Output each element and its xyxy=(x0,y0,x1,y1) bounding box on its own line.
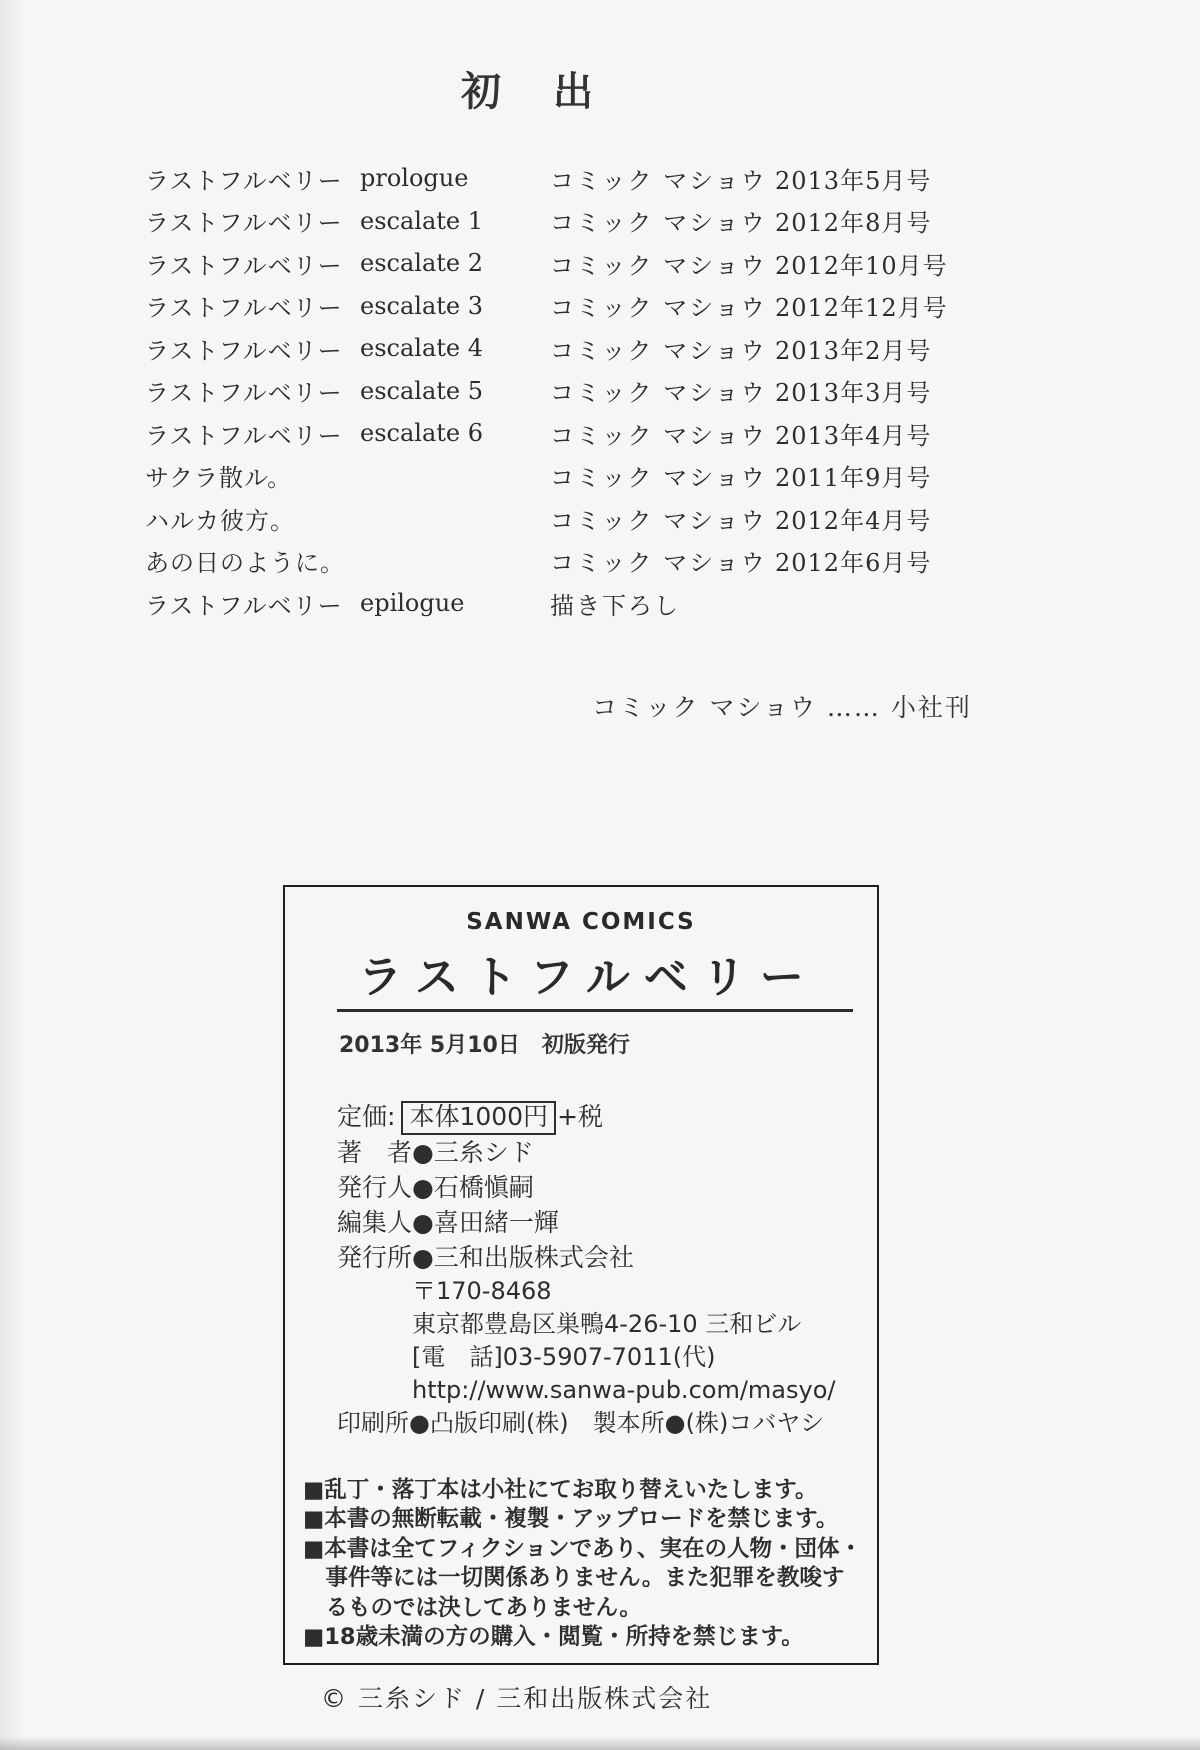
chapter-label: escalate 2 xyxy=(360,249,483,278)
publication-row xyxy=(145,200,1045,243)
scan-shadow-bottom xyxy=(0,1736,1200,1750)
phone-number: [電 話]03-5907-7011(代) xyxy=(412,1342,716,1371)
copyright-line: © 三糸シド / 三和出版株式会社 xyxy=(321,1683,713,1713)
publication-row xyxy=(145,582,1045,625)
work-title: ラストフルベリー xyxy=(145,294,343,323)
credit-row-publishing-house xyxy=(337,1240,877,1275)
issue-date: 2012年10月号 xyxy=(775,251,948,280)
title-divider xyxy=(337,1009,853,1012)
website-url: http://www.sanwa-pub.com/masyo/ xyxy=(412,1375,836,1404)
first-publication-list xyxy=(145,157,1045,625)
bullet-icon: ● xyxy=(412,1207,434,1237)
printing-credits: 印刷所●凸版印刷(株) 製本所●(株)コバヤシ xyxy=(337,1408,825,1437)
magazine-name: コミック マショウ xyxy=(550,506,767,535)
issue-date: 2013年2月号 xyxy=(775,336,932,365)
brand-label: SANWA COMICS xyxy=(466,909,696,935)
credit-role: 著 者 xyxy=(337,1137,413,1167)
price-tax-suffix: +税 xyxy=(557,1102,604,1131)
notice-no-reproduction: ■本書の無断転載・複製・アップロードを禁じます。 xyxy=(303,1506,839,1533)
magazine-name: コミック マショウ xyxy=(550,251,767,280)
issue-date: 2013年3月号 xyxy=(775,379,932,408)
work-title: サクラ散ル。 xyxy=(145,464,293,493)
publication-row xyxy=(145,285,1045,328)
chapter-label: escalate 4 xyxy=(360,334,483,363)
credit-row-editor xyxy=(337,1205,877,1240)
chapter-label: epilogue xyxy=(360,589,465,618)
price-label: 定価: xyxy=(337,1102,396,1131)
issue-date: 2013年4月号 xyxy=(775,421,932,450)
colophon-box xyxy=(283,885,879,1713)
publication-row xyxy=(145,157,1045,200)
chapter-label: prologue xyxy=(360,164,469,193)
chapter-label: escalate 1 xyxy=(360,206,483,235)
price-line xyxy=(337,1097,877,1135)
publication-row xyxy=(145,412,1045,455)
credit-row-publisher-person xyxy=(337,1170,877,1205)
bullet-icon: ● xyxy=(412,1242,434,1272)
credit-name: 三糸シド xyxy=(433,1137,534,1167)
credit-role: 編集人 xyxy=(337,1207,413,1237)
magazine-name: コミック マショウ xyxy=(550,166,767,195)
chapter-label: escalate 5 xyxy=(360,376,483,405)
work-title: ラストフルベリー xyxy=(145,379,343,408)
bullet-icon: ● xyxy=(412,1137,434,1167)
credit-name: 三和出版株式会社 xyxy=(433,1242,634,1272)
work-title: ラストフルベリー xyxy=(145,421,343,450)
publication-row xyxy=(145,455,1045,498)
edition-date: 2013年 5月10日 初版発行 xyxy=(339,1033,630,1058)
book-title: ラストフルベリー xyxy=(358,952,818,1003)
price-value: 本体1000円 xyxy=(401,1101,556,1135)
magazine-name: コミック マショウ xyxy=(550,209,767,238)
publisher-note: コミック マショウ …… 小社刊 xyxy=(592,693,972,722)
magazine-name: コミック マショウ xyxy=(550,549,767,578)
credit-name: 喜田緒一輝 xyxy=(433,1207,559,1237)
issue-date: 2011年9月号 xyxy=(775,464,932,493)
legal-notices xyxy=(303,1476,863,1653)
postal-code: 〒170-8468 xyxy=(412,1276,552,1305)
work-title: ラストフルベリー xyxy=(145,166,343,195)
magazine-name: コミック マショウ xyxy=(550,336,767,365)
magazine-name: コミック マショウ xyxy=(550,294,767,323)
notice-replacement: ■乱丁・落丁本は小社にてお取り替えいたします。 xyxy=(303,1476,818,1503)
publication-row xyxy=(145,540,1045,583)
work-title: ラストフルベリー xyxy=(145,591,343,620)
magazine-name: 描き下ろし xyxy=(550,591,680,620)
credit-row-author xyxy=(337,1135,877,1170)
issue-date: 2012年8月号 xyxy=(775,209,932,238)
chapter-label: escalate 6 xyxy=(360,419,483,448)
issue-date: 2012年4月号 xyxy=(775,506,932,535)
publication-row xyxy=(145,497,1045,540)
work-title: ラストフルベリー xyxy=(145,209,343,238)
publication-row xyxy=(145,327,1045,370)
bullet-icon: ● xyxy=(412,1172,434,1202)
credit-role: 発行人 xyxy=(337,1172,413,1202)
magazine-name: コミック マショウ xyxy=(550,421,767,450)
street-address: 東京都豊島区巣鴨4-26-10 三和ビル xyxy=(412,1309,802,1338)
credit-role: 発行所 xyxy=(337,1242,413,1272)
issue-date: 2012年6月号 xyxy=(775,549,932,578)
chapter-label: escalate 3 xyxy=(360,291,483,320)
publication-row xyxy=(145,370,1045,413)
work-title: ハルカ彼方。 xyxy=(145,506,295,535)
page-title: 初 出 xyxy=(461,68,599,115)
credit-name: 石橋愼嗣 xyxy=(433,1172,534,1202)
scan-shadow-left xyxy=(0,0,26,1750)
notice-fiction-disclaimer: ■本書は全てフィクションであり、実在の人物・団体・事件等には一切関係ありません。また犯罪を教唆するものでは決してありません。 xyxy=(303,1535,863,1621)
magazine-name: コミック マショウ xyxy=(550,379,767,408)
notice-age-restriction: ■18歳未満の方の購入・閲覧・所持を禁じます。 xyxy=(303,1624,804,1651)
work-title: ラストフルベリー xyxy=(145,336,343,365)
work-title: あの日のように。 xyxy=(145,549,345,578)
magazine-name: コミック マショウ xyxy=(550,464,767,493)
publication-row xyxy=(145,242,1045,285)
issue-date: 2013年5月号 xyxy=(775,166,932,195)
work-title: ラストフルベリー xyxy=(145,251,343,280)
issue-date: 2012年12月号 xyxy=(775,294,948,323)
